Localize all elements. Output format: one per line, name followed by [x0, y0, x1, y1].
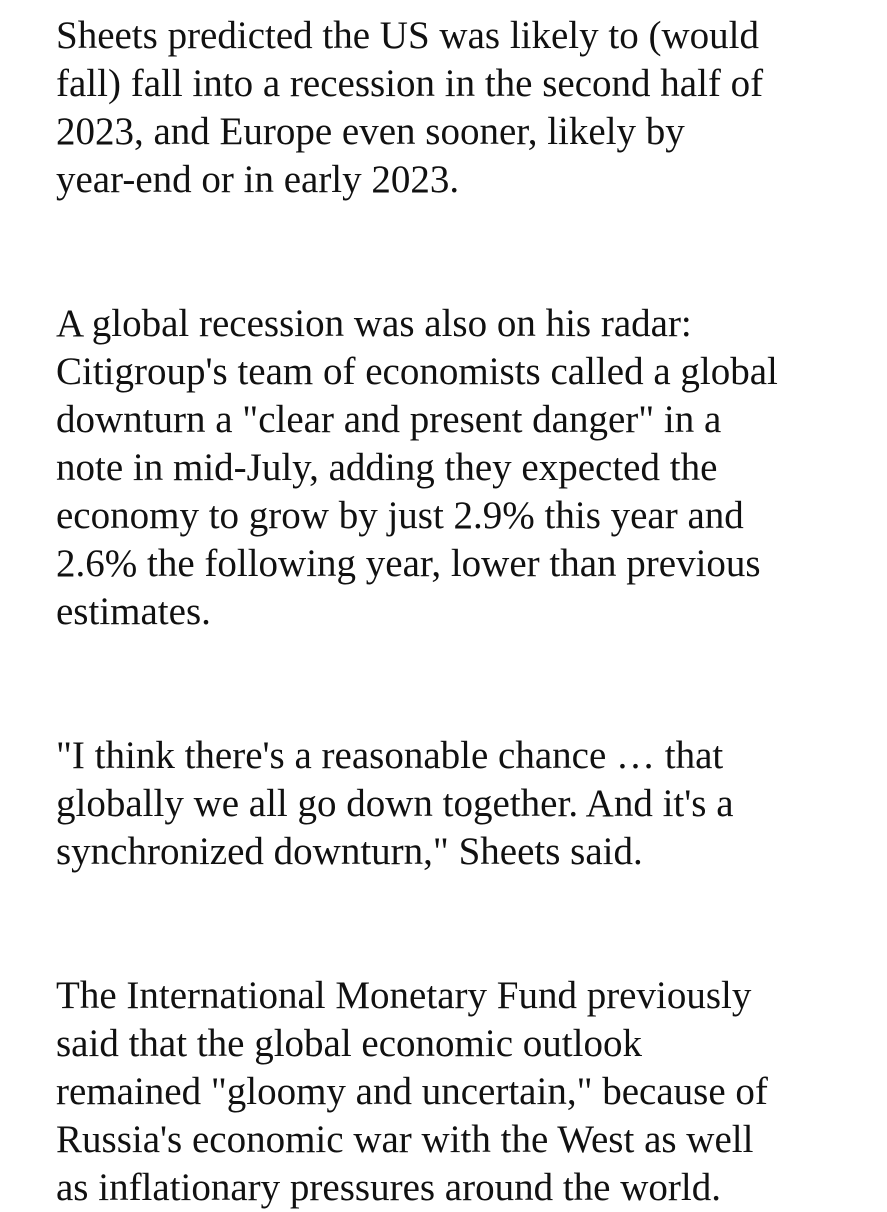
text-line: The International Monetary Fund previously	[56, 974, 752, 1017]
text-line: fall) fall into a recession in the second half of	[56, 62, 764, 105]
text-line: economy to grow by just 2.9% this year and	[56, 494, 744, 537]
paragraph-recession-prediction	[56, 12, 847, 204]
text-line: 2023, and Europe even sooner, likely by	[56, 110, 685, 153]
text-line: Citigroup's team of economists called a global	[56, 350, 778, 393]
text-line: note in mid-July, adding they expected the	[56, 446, 718, 489]
paragraph-global-recession	[56, 300, 847, 636]
text-line: remained "gloomy and uncertain," because of	[56, 1070, 768, 1113]
text-line: downturn a "clear and present danger" in a	[56, 398, 722, 441]
text-line: globally we all go down together. And it's a	[56, 782, 734, 825]
text-line: year-end or in early 2023.	[56, 158, 460, 201]
paragraph-sheets-quote	[56, 732, 847, 876]
text-line: Russia's economic war with the West as well	[56, 1118, 754, 1161]
text-line: "I think there's a reasonable chance … that	[56, 734, 724, 777]
text-line: as inflationary pressures around the world.	[56, 1166, 721, 1209]
text-line: 2.6% the following year, lower than previous	[56, 542, 761, 585]
paragraph-imf-outlook	[56, 972, 847, 1212]
text-line: Sheets predicted the US was likely to (would	[56, 14, 759, 57]
text-line: synchronized downturn," Sheets said.	[56, 830, 643, 873]
text-line: said that the global economic outlook	[56, 1022, 642, 1065]
text-line: A global recession was also on his radar:	[56, 302, 692, 345]
text-line: estimates.	[56, 590, 211, 633]
